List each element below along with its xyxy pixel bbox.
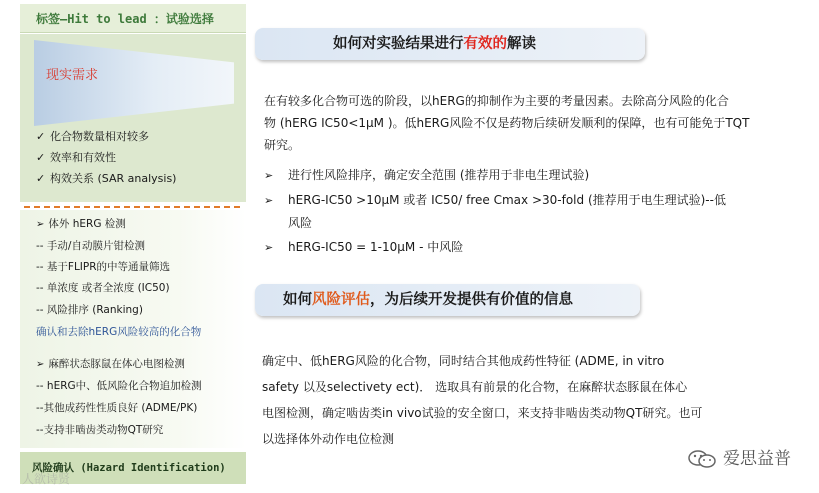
requirement-item: ✓ 效率和有效性: [36, 147, 176, 168]
brand-name: 爱思益普: [723, 449, 791, 469]
section2-heading: ➢ 麻醉状态豚鼠在体心电图检测: [36, 358, 185, 370]
requirement-item: ✓ 化合物数量相对较多: [36, 126, 176, 147]
section2-item: --其他成药性性质良好 (ADME/PK): [36, 402, 198, 414]
section1-heading: ➢ 体外 hERG 检测: [36, 218, 126, 230]
arrow-bullet-icon: ➢: [264, 169, 274, 182]
section1-item: -- 基于FLIPR的中等通量筛选: [36, 261, 171, 273]
funnel-shape: [34, 40, 234, 126]
arrow-bullet-icon: ➢: [36, 359, 45, 370]
check-icon: ✓: [36, 172, 46, 185]
arrow-bullet-icon: ➢: [264, 194, 274, 207]
funnel-title: 现实需求: [46, 68, 99, 83]
section1-note: 确认和去除hERG风险较高的化合物: [36, 326, 202, 338]
bullet-item: ➢ hERG-IC50 = 1-10μM - 中风险: [264, 236, 726, 259]
requirement-item: ✓ 构效关系 (SAR analysis): [36, 168, 176, 189]
left-watermark: 人欲诗贤: [22, 472, 71, 486]
arrow-bullet-icon: ➢: [36, 219, 45, 230]
check-icon: ✓: [36, 151, 46, 164]
section1-item: -- 手动/自动膜片钳检测: [36, 240, 145, 252]
bullet-list: [264, 164, 726, 259]
paragraph-1: 在有较多化合物可选的阶段，以hERG的抑制作为主要的考量因素。去除高分风险的化合 物 (hERG IC50<1μM )。低hERG风险不仅是药物后续研发顺利的保障，也有可能免于TQT 研究。: [264, 94, 750, 152]
title1-banner: [255, 28, 645, 60]
title2: 如何风险评估，为后续开发提供有价值的信息: [283, 292, 573, 308]
section2-item: --支持非啮齿类动物QT研究: [36, 424, 164, 436]
left-footer-text: 风险确认 (Hazard Identification): [32, 462, 226, 474]
requirements-block: [20, 34, 246, 202]
left-panel: [20, 4, 246, 484]
requirements-list: [36, 126, 176, 189]
wechat-icon: [687, 450, 717, 468]
section1-item: -- 单浓度 或者全浓度 (IC50): [36, 282, 170, 294]
title2-banner: [255, 284, 640, 316]
arrow-bullet-icon: ➢: [264, 241, 274, 254]
left-header-text: 标签—Hit to lead ：试验选择: [36, 12, 214, 26]
divider: [24, 206, 240, 208]
check-icon: ✓: [36, 130, 46, 143]
title1: 如何对实验结果进行有效的解读: [333, 36, 536, 52]
left-header: [20, 4, 246, 33]
bullet-item: ➢ hERG-IC50 >10μM 或者 IC50/ free Cmax >30-fold (推荐用于电生理试验)--低: [264, 189, 726, 212]
bullet-item-continuation: 风险: [288, 216, 313, 230]
paragraph-2: 确定中、低hERG风险的化合物，同时结合其他成药性特征 (ADME, in vitro safety 以及selectivety ect)． 选取具有前景的化合物，在麻醉状态豚鼠在体心 电图检测，确定啮齿类in vivo试验的安全窗口，来支持非啮齿类动物QT研究。也可 以选择体外动作电位检测: [262, 354, 703, 446]
section2-item: -- hERG中、低风险化合物追加检测: [36, 380, 202, 392]
brand-watermark: [687, 444, 791, 469]
bullet-item: ➢ 进行性风险排序，确定安全范围 (推荐用于非电生理试验): [264, 164, 726, 187]
section1-item: -- 风险排序 (Ranking): [36, 304, 143, 316]
